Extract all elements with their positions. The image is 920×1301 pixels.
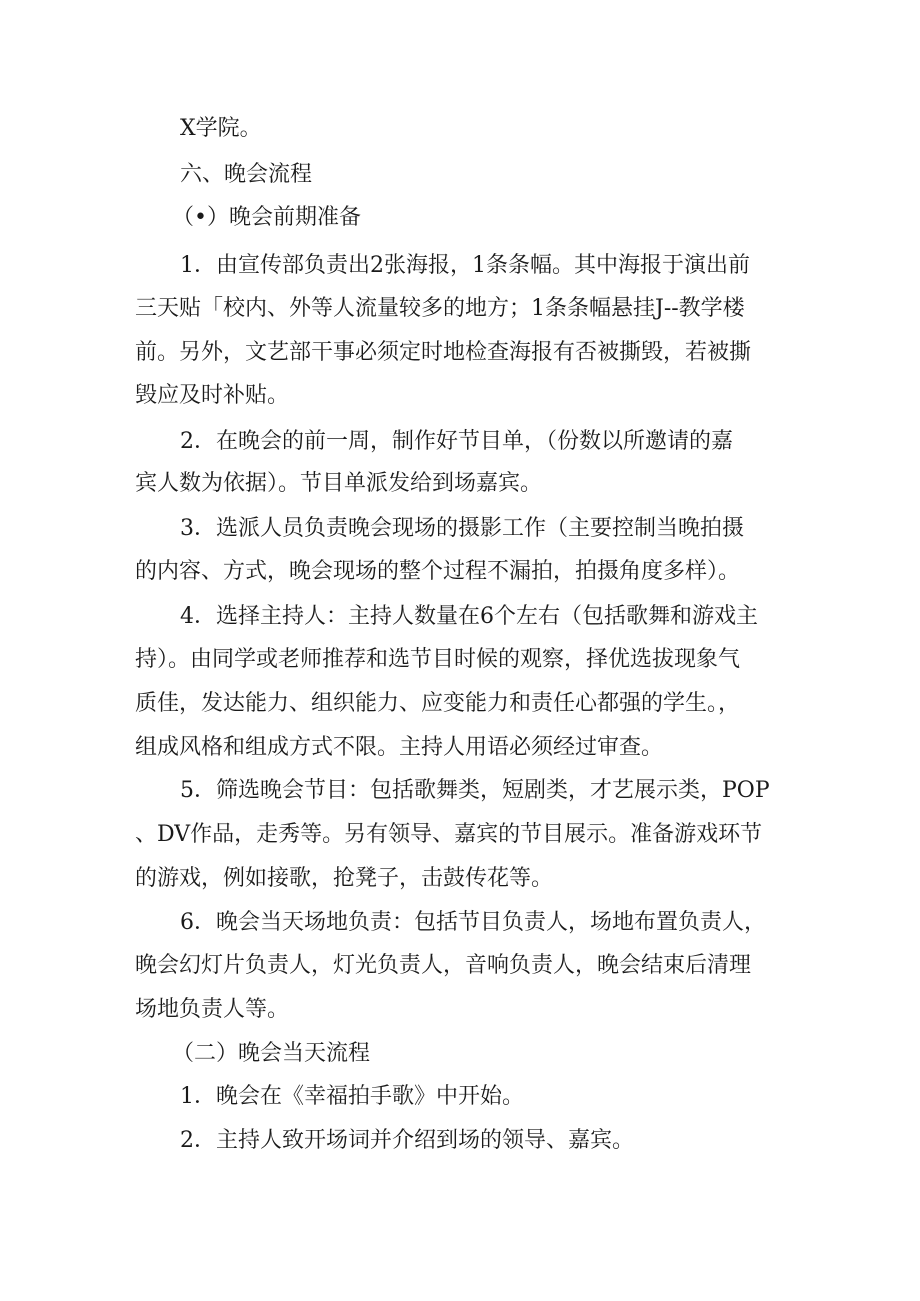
text-line: 1．晚会在《幸福拍手歌》中开始。 — [180, 1084, 524, 1109]
text-line: 毁应及时补贴。 — [135, 383, 290, 408]
subsection-heading: （•）晚会前期准备 — [172, 205, 361, 230]
text-line: 前。另外，文艺部干事必须定时地检查海报有否被撕毁，若被撕 — [135, 340, 752, 365]
text-line: 的内容、方式，晚会现场的整个过程不漏拍，拍摄角度多样）。 — [135, 559, 741, 584]
text-line: 3．选派人员负责晚会现场的摄影工作（主要控制当晚拍摄 — [180, 516, 744, 541]
text-line: 1．由宣传部负责出2张海报，1条条幅。其中海报于演出前 — [180, 253, 750, 278]
text-line: 5．筛选晚会节目：包括歌舞类，短剧类，才艺展示类，POP — [180, 778, 770, 803]
text-line: 晚会幻灯片负责人，灯光负责人，音响负责人，晚会结束后清理 — [135, 953, 752, 978]
text-line: 场地负责人等。 — [135, 997, 290, 1022]
text-line: 4．选择主持人：主持人数量在6个左右（包括歌舞和游戏主 — [180, 604, 758, 629]
text-line: 三天贴「校内、外等人流量较多的地方；1条条幅悬挂J--教学楼 — [135, 296, 745, 321]
text-line: 2．在晚会的前一周，制作好节目单，（份数以所邀请的嘉 — [180, 429, 733, 454]
text-line: 2．主持人致开场词并介绍到场的领导、嘉宾。 — [180, 1128, 634, 1153]
text-line: 持）。由同学或老师推荐和选节目时候的观察，择优选拔现象气 — [135, 647, 741, 672]
text-line: 组成风格和组成方式不限。主持人用语必须经过审查。 — [135, 735, 664, 760]
text-line: 的游戏，例如接歌，抢凳子，击鼓传花等。 — [135, 866, 554, 891]
text-line: X学院。 — [180, 116, 262, 141]
subsection-heading: （二）晚会当天流程 — [172, 1041, 371, 1066]
text-line: 宾人数为依据）。节目单派发给到场嘉宾。 — [135, 471, 543, 496]
text-line: 、DV作品，走秀等。另有领导、嘉宾的节目展示。准备游戏环节 — [135, 822, 763, 847]
text-line: 质佳，发达能力、组织能力、应变能力和责任心都强的学生。， — [135, 691, 741, 716]
section-heading: 六、晚会流程 — [180, 162, 313, 187]
text-line: 6．晚会当天场地负责：包括节目负责人，场地布置负责人， — [180, 910, 766, 935]
